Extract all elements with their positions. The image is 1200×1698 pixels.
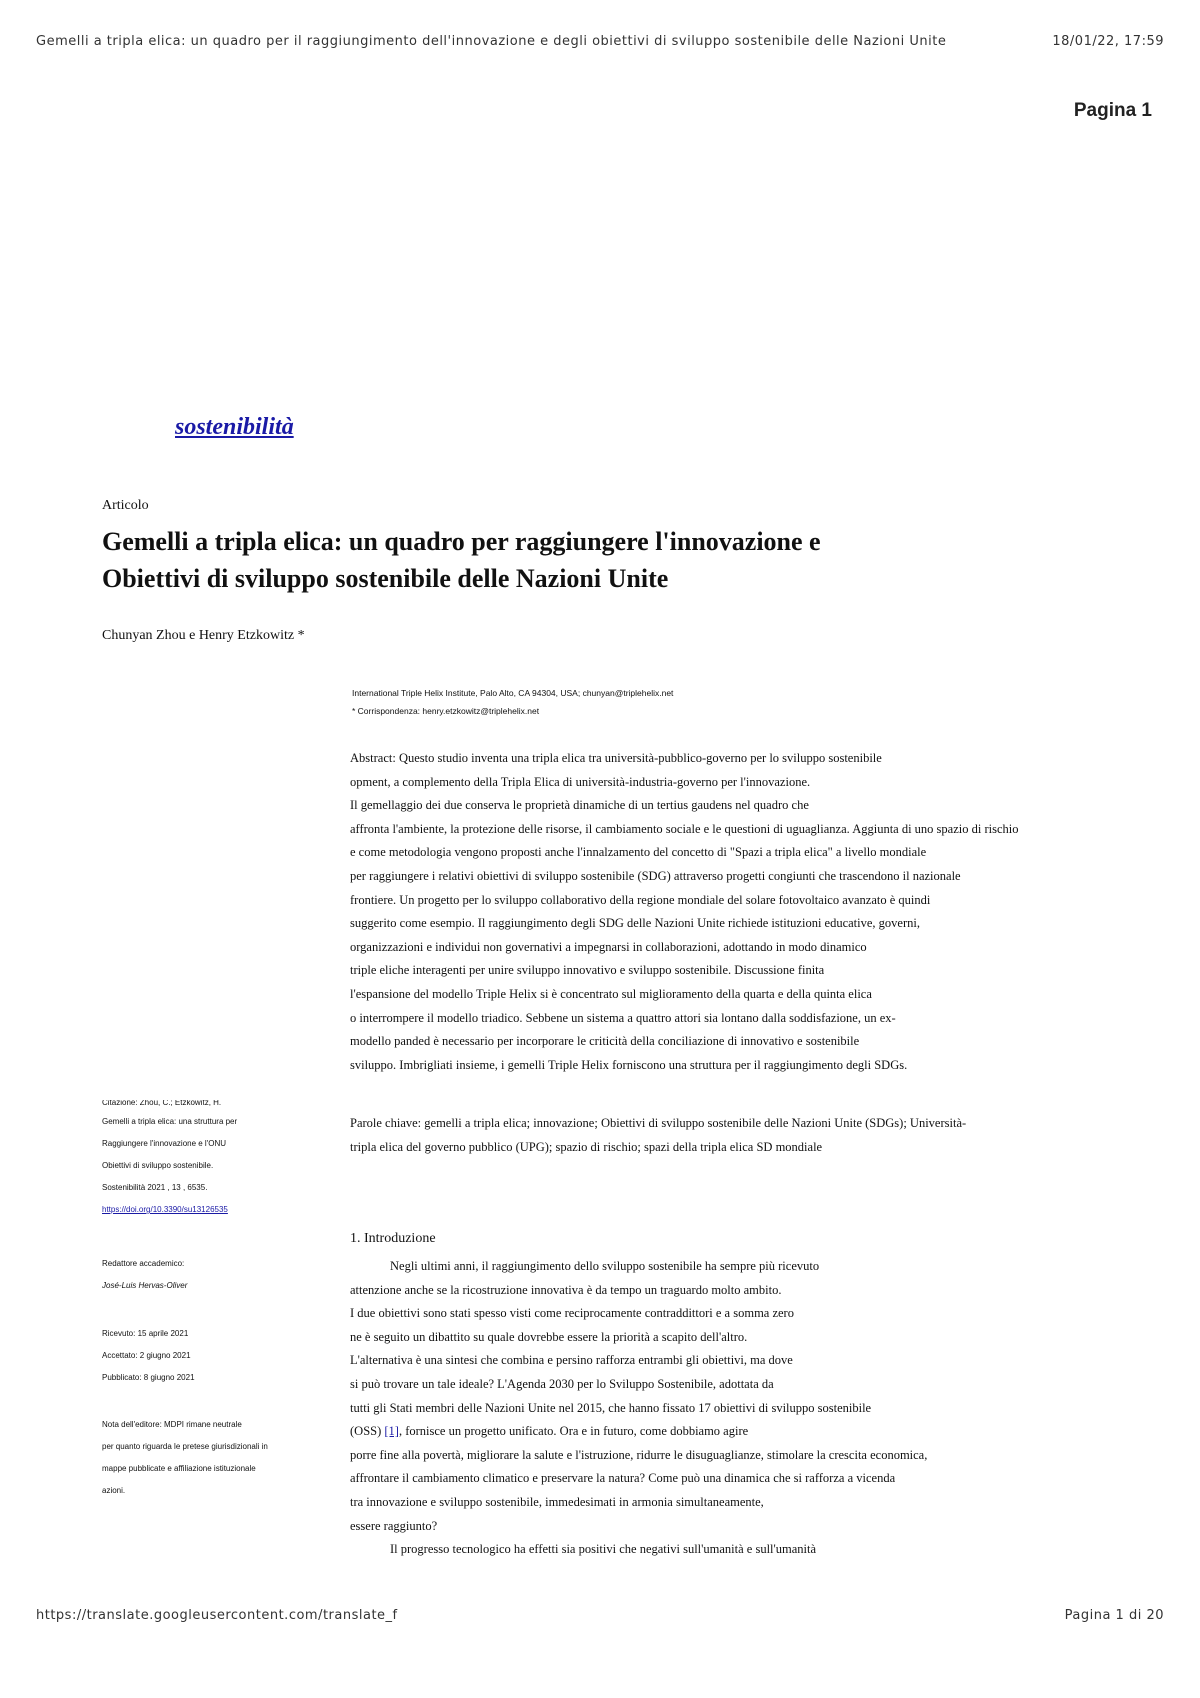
doi-link[interactable]: https://doi.org/10.3390/su13126535 [102,1205,228,1214]
print-footer [36,1608,1164,1623]
section-heading: 1. Introduzione [350,1231,436,1246]
abstract-line: organizzazioni e individui non governativi a impegnarsi in collaborazioni, adottando in modo dinamico [350,939,867,954]
intro-line: si può trovare un tale ideale? L'Agenda 2030 per lo Sviluppo Sostenibile, adottata da [350,1376,774,1391]
editor-label: Redattore accademico: [102,1259,185,1268]
reference-link[interactable]: [1] [384,1424,399,1439]
abstract-line: Il gemellaggio dei due conserva le proprietà dinamiche di un tertius gaudens nel quadro che [350,798,809,813]
date-accepted: Accettato: 2 giugno 2021 [102,1351,191,1360]
publisher-note-line: azioni. [102,1486,126,1495]
abstract-line: affronta l'ambiente, la protezione delle risorse, il cambiamento sociale e le questioni di uguaglianza. Aggiunta di uno spazio di rischio [350,821,1019,836]
publisher-note-line: mappe pubblicate e affiliazione istituzionale [102,1464,256,1473]
intro-line: ne è seguito un dibattito su quale dovrebbe essere la priorità a scapito dell'altro. [350,1329,748,1344]
print-header [36,34,1164,49]
keywords-line: Parole chiave: gemelli a tripla elica; innovazione; Obiettivi di sviluppo sostenibile delle Nazioni Unite (SDGs); Università- [350,1116,967,1130]
title-line: Obiettivi di sviluppo sostenibile delle Nazioni Unite [102,564,669,593]
editor-block [102,1253,332,1297]
date-received: Ricevuto: 15 aprile 2021 [102,1329,189,1338]
title-line: Gemelli a tripla elica: un quadro per raggiungere l'innovazione e [102,527,821,556]
affiliation [352,684,673,720]
intro-line: porre fine alla povertà, migliorare la salute e l'istruzione, ridurre le disuguaglianze, stimolare la crescita economica, [350,1447,928,1462]
citation-block [102,1100,332,1221]
intro-line: essere raggiunto? [350,1518,438,1533]
print-header-datetime: 18/01/22, 17:59 [1052,34,1164,49]
abstract-line: triple eliche interagenti per unire sviluppo innovativo e sviluppo sostenibile. Discussione finita [350,963,825,978]
intro-line: tra innovazione e sviluppo sostenibile, immedesimati in armonia simultaneamente, [350,1494,764,1509]
intro-line: Il progresso tecnologico ha effetti sia positivi che negativi sull'umanità e sull'umanità [390,1542,817,1557]
abstract-line: o interrompere il modello triadico. Sebbene un sistema a quattro attori sia lontano dalla soddisfazione, un ex- [350,1010,896,1025]
correspondence-line: * Corrispondenza: henry.etzkowitz@triplehelix.net [352,706,540,716]
publisher-note [102,1414,332,1502]
abstract-line: l'espansione del modello Triple Helix si è concentrato sul miglioramento della quarta e della quinta elica [350,986,872,1001]
introduction-text [350,1255,1150,1562]
intro-line: tutti gli Stati membri delle Nazioni Unite nel 2015, che hanno fissato 17 obiettivi di sviluppo sostenibile [350,1400,872,1415]
abstract-line: opment, a complemento della Tripla Elica di università-industria-governo per l'innovazione. [350,774,811,789]
page-label: Pagina 1 [1073,100,1152,121]
abstract-line: modello panded è necessario per incorporare le criticità della conciliazione di innovativo e sostenibile [350,1034,860,1049]
authors: Chunyan Zhou e Henry Etzkowitz * [102,628,305,643]
intro-line [350,1420,1150,1444]
intro-line: I due obiettivi sono stati spesso visti come reciprocamente contraddittori e a somma zero [350,1306,794,1321]
print-header-title: Gemelli a tripla elica: un quadro per il raggiungimento dell'innovazione e degli obiettivi di sviluppo sostenibile delle Nazioni Unite [36,34,947,49]
abstract-line: e come metodologia vengono proposti anche l'innalzamento del concetto di "Spazi a tripla elica" a livello mondiale [350,845,927,860]
intro-text: , fornisce un progetto unificato. Ora e in futuro, come dobbiamo agire [398,1424,749,1439]
publisher-note-line: Nota dell'editore: MDPI rimane neutrale [102,1420,242,1429]
date-published: Pubblicato: 8 giugno 2021 [102,1373,195,1382]
dates-block [102,1323,332,1389]
publisher-note-line: per quanto riguarda le pretese giurisdizionali in [102,1442,268,1451]
abstract [350,747,1150,1077]
citation-line: Obiettivi di sviluppo sostenibile. [102,1161,214,1170]
affiliation-line: International Triple Helix Institute, Palo Alto, CA 94304, USA; chunyan@triplehelix.net [352,688,674,698]
intro-line: Negli ultimi anni, il raggiungimento dello sviluppo sostenibile ha sempre più ricevuto [390,1259,820,1273]
print-footer-page-count: Pagina 1 di 20 [1064,1608,1164,1623]
keywords [350,1112,1150,1159]
intro-text: (OSS) [350,1424,385,1439]
journal-logo-link[interactable]: sostenibilità [175,414,294,440]
article-type: Articolo [102,498,149,513]
intro-line: attenzione anche se la ricostruzione innovativa è da tempo un traguardo molto ambito. [350,1282,782,1297]
citation-line: Gemelli a tripla elica: una struttura per [102,1117,238,1126]
intro-line: L'alternativa è una sintesi che combina e persino rafforza entrambi gli obiettivi, ma dove [350,1353,793,1368]
editor-name: José-Luis Hervas-Oliver [102,1281,188,1290]
article-title [102,523,982,597]
print-footer-url: https://translate.googleusercontent.com/translate_f [36,1608,398,1623]
intro-line: affrontare il cambiamento climatico e preservare la natura? Come può una dinamica che si rafforza a vicenda [350,1471,896,1486]
abstract-line: suggerito come esempio. Il raggiungimento degli SDG delle Nazioni Unite richiede istituzioni educative, governi, [350,916,920,931]
citation-line-cut: Citazione: Zhou, C.; Etzkowitz, H. [102,1100,222,1107]
abstract-line: Abstract: Questo studio inventa una tripla elica tra università-pubblico-governo per lo sviluppo sostenibile [350,751,882,765]
abstract-line: sviluppo. Imbrigliati insieme, i gemelli Triple Helix forniscono una struttura per il raggiungimento degli SDGs. [350,1057,908,1072]
citation-line: Raggiungere l'innovazione e l'ONU [102,1139,227,1148]
abstract-line: frontiere. Un progetto per lo sviluppo collaborativo della regione mondiale del solare fotovoltaico avanzato è quindi [350,892,931,907]
citation-line: Sostenibilità 2021 , 13 , 6535. [102,1183,208,1192]
abstract-line: per raggiungere i relativi obiettivi di sviluppo sostenibile (SDG) attraverso progetti congiunti che trascendono il nazionale [350,868,961,883]
keywords-line: tripla elica del governo pubblico (UPG); spazio di rischio; spazi della tripla elica SD mondiale [350,1139,823,1154]
